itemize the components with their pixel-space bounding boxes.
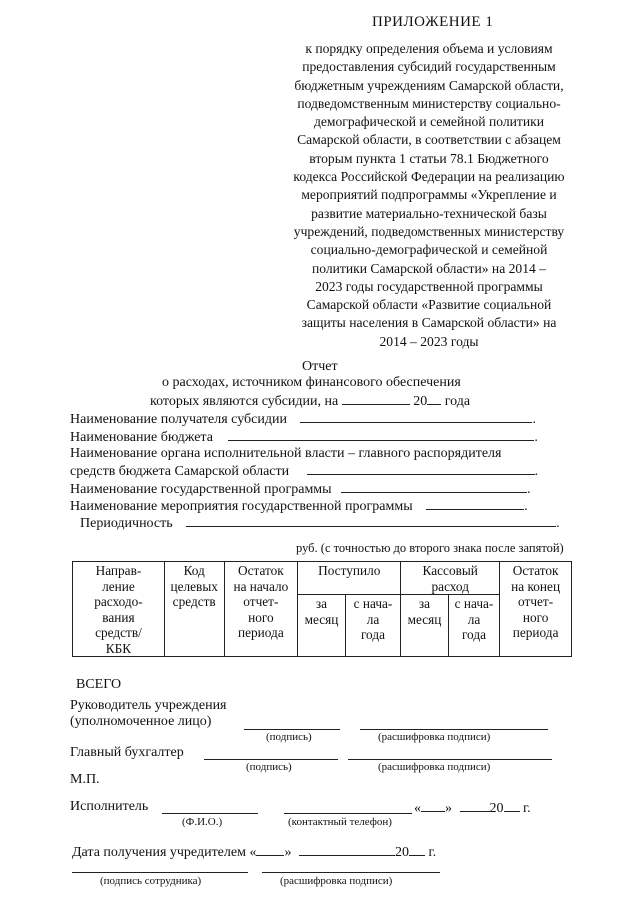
col-received: Поступило — [298, 562, 401, 595]
executor-phone-caption: (контактный телефон) — [288, 816, 392, 828]
head-signature-line[interactable] — [244, 729, 340, 730]
appendix-line: мероприятий подпрограммы «Укрепление и — [301, 187, 557, 203]
chief-accountant-label: Главный бухгалтер — [70, 745, 184, 760]
report-subtitle: о расходах, источником финансового обеспечения — [162, 375, 461, 390]
appendix-line: учреждений, подведомственных министерству — [293, 223, 565, 239]
appendix-line: кодекса Российской Федерации на реализацию — [293, 169, 565, 185]
recipient-field[interactable] — [300, 410, 532, 423]
periodicity-field[interactable] — [186, 514, 556, 527]
appendix-line: 2014 – 2023 годы — [379, 333, 479, 349]
accountant-signature-line[interactable] — [204, 759, 338, 760]
head-signature-caption: (подпись) — [266, 731, 312, 743]
employee-decode-caption: (расшифровка подписи) — [280, 875, 393, 887]
executor-date: « » 20 г. — [414, 801, 531, 816]
recipient-label: Наименование получателя субсидии — [70, 412, 287, 427]
head-decode-caption: (расшифровка подписи) — [378, 731, 491, 743]
executor-day-blank[interactable] — [421, 799, 445, 812]
employee-signature-line[interactable] — [72, 872, 248, 873]
accountant-decode-caption: (расшифровка подписи) — [378, 761, 491, 773]
event-label: Наименование мероприятия государственной программы — [70, 499, 413, 514]
appendix-line: политики Самарской области» на 2014 – — [311, 260, 547, 276]
executor-year-blank[interactable] — [504, 799, 520, 812]
authority-label-1: Наименование органа исполнительной власти – главного распорядителя — [70, 446, 502, 461]
col-direction: Направ- ление расходо- вания средств/ КБК — [73, 562, 165, 657]
budget-label: Наименование бюджета — [70, 430, 213, 445]
appendix-line: вторым пункта 1 статьи 78.1 Бюджетного — [309, 150, 549, 166]
receipt-day-blank[interactable] — [256, 843, 284, 856]
col-expense-month: за месяц — [401, 595, 448, 657]
appendix-line: Самарской области «Развитие социальной — [306, 297, 552, 313]
authority-label-2: средств бюджета Самарской области — [70, 464, 290, 479]
budget-field[interactable] — [228, 428, 534, 441]
report-date-line — [150, 392, 470, 410]
head-label-2: (уполномоченное лицо) — [70, 714, 212, 729]
appendix-title: ПРИЛОЖЕНИЕ 1 — [372, 14, 494, 30]
receipt-date-row: Дата получения учредителем « » 20 г. — [72, 845, 437, 860]
appendix-line: бюджетным учреждениям Самарской области, — [294, 77, 564, 93]
executor-phone-line[interactable] — [284, 813, 412, 814]
total-label: ВСЕГО — [76, 677, 122, 692]
event-row: Наименование мероприятия государственной программы . — [70, 499, 528, 514]
report-title: Отчет — [302, 359, 338, 374]
accountant-decode-line[interactable] — [348, 759, 552, 760]
appendix-line: 2023 годы государственной программы — [315, 278, 543, 294]
report-table — [72, 561, 572, 657]
report-year-prefix: 20 — [413, 394, 428, 409]
appendix-line: развитие материально-технической базы — [311, 205, 547, 221]
periodicity-label: Периодичность — [80, 516, 173, 531]
program-label: Наименование государственной программы — [70, 482, 332, 497]
stamp-label: М.П. — [70, 772, 100, 787]
report-year-blank[interactable] — [427, 392, 441, 405]
col-received-from-start: с нача- ла года — [345, 595, 401, 657]
report-year-suffix: года — [444, 394, 471, 409]
employee-decode-line[interactable] — [262, 872, 440, 873]
report-subtitle-2: которых являются субсидии, на — [150, 394, 339, 409]
receipt-month-blank[interactable] — [299, 843, 395, 856]
appendix-text — [270, 40, 588, 351]
col-code: Код целевых средств — [164, 562, 224, 657]
col-received-month: за месяц — [298, 595, 345, 657]
col-balance-end: Остаток на конец отчет- ного периода — [500, 562, 572, 657]
accountant-signature-caption: (подпись) — [246, 761, 292, 773]
col-balance-start: Остаток на начало отчет- ного периода — [224, 562, 298, 657]
report-date-blank[interactable] — [342, 392, 410, 405]
executor-fio-line[interactable] — [162, 813, 258, 814]
event-field[interactable] — [426, 497, 524, 510]
program-field[interactable] — [341, 480, 527, 493]
employee-signature-caption: (подпись сотрудника) — [100, 875, 202, 887]
program-row: Наименование государственной программы . — [70, 482, 531, 497]
head-decode-line[interactable] — [360, 729, 548, 730]
receipt-date-label: Дата получения учредителем — [72, 845, 246, 860]
table-header-row — [73, 562, 572, 595]
head-label-1: Руководитель учреждения — [70, 698, 227, 713]
periodicity-row: Периодичность . — [80, 516, 560, 531]
receipt-year-blank[interactable] — [409, 843, 425, 856]
appendix-line: социально-демографической и семейной — [310, 242, 548, 258]
col-cash-expense: Кассовый расход — [401, 562, 500, 595]
appendix-line: защиты населения в Самарской области» на — [301, 315, 557, 331]
authority-field[interactable] — [307, 462, 535, 475]
authority-row-2: средств бюджета Самарской области . — [70, 464, 539, 479]
executor-label: Исполнитель — [70, 799, 149, 814]
unit-note: руб. (с точностью до второго знака после запятой) — [296, 541, 564, 555]
appendix-line: подведомственным министерству социально- — [297, 95, 561, 111]
appendix-line: к порядку определения объема и условиям — [305, 41, 553, 56]
col-expense-from-start: с нача- ла года — [448, 595, 500, 657]
executor-fio-caption: (Ф.И.О.) — [182, 816, 223, 828]
budget-row: Наименование бюджета . — [70, 430, 538, 445]
appendix-line: демографической и семейной политики — [313, 114, 545, 130]
executor-month-blank[interactable] — [460, 799, 490, 812]
appendix-line: предоставления субсидий государственным — [302, 59, 556, 75]
recipient-row: Наименование получателя субсидии . — [70, 412, 536, 427]
appendix-line: Самарской области, в соответствии с абзацем — [297, 132, 561, 148]
